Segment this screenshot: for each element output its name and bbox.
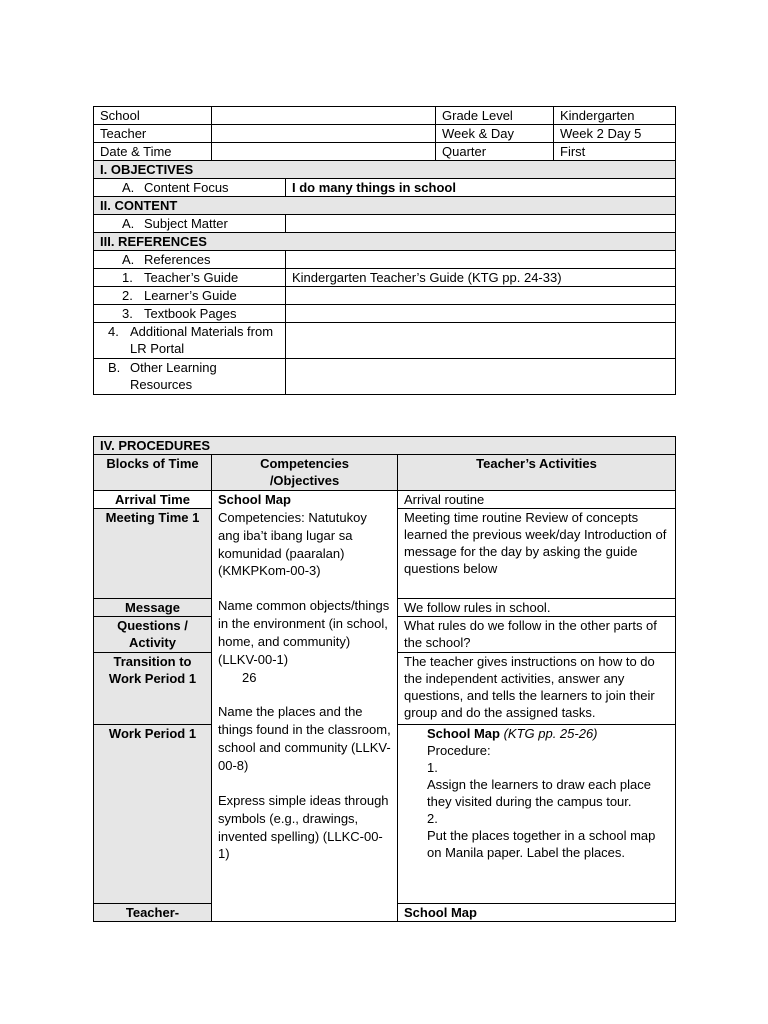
date-time-value — [212, 143, 436, 161]
school-value — [212, 107, 436, 125]
references-label: A. References — [94, 251, 286, 269]
lesson-info-table — [93, 106, 676, 395]
content-focus-value: I do many things in school — [286, 179, 676, 197]
work-title: School Map — [427, 726, 500, 741]
quarter-label: Quarter — [436, 143, 554, 161]
grade-level-value: Kindergarten — [554, 107, 676, 125]
grade-level-label: Grade Level — [436, 107, 554, 125]
competencies-cell — [212, 491, 398, 922]
procedures-table — [93, 436, 676, 922]
teachers-guide-value: Kindergarten Teacher’s Guide (KTG pp. 24-33) — [286, 269, 676, 287]
step-1-number: 1. — [427, 760, 438, 775]
week-day-value: Week 2 Day 5 — [554, 125, 676, 143]
subject-matter-label: A. Subject Matter — [94, 215, 286, 233]
teacher-value — [212, 125, 436, 143]
other-resources-value — [286, 359, 676, 395]
subject-matter-value — [286, 215, 676, 233]
meeting-time-block: Meeting Time 1 — [94, 509, 212, 599]
message-block: Message — [94, 599, 212, 617]
textbook-pages-label: 3. Textbook Pages — [94, 305, 286, 323]
learners-guide-value — [286, 287, 676, 305]
transition-activity: The teacher gives instructions on how to do the independent activities, answer any questions, and tells the learners to join their group and do the assigned tasks. — [398, 653, 676, 725]
work-ref: (KTG pp. 25-26) — [503, 726, 598, 741]
procedure-label: Procedure: — [427, 743, 491, 758]
arrival-time-block: Arrival Time — [94, 491, 212, 509]
teachers-activities-header: Teacher’s Activities — [398, 455, 676, 491]
competencies-heading: School Map — [218, 492, 291, 507]
teacher-activity: School Map — [398, 904, 676, 922]
additional-materials-label: 4. Additional Materials from LR Portal — [94, 323, 286, 359]
learners-guide-label: 2. Learner’s Guide — [94, 287, 286, 305]
content-focus-label: A. Content Focus — [94, 179, 286, 197]
competency-2: Name common objects/things in the environment (in school, home, and community) (LLKV-00-1) — [218, 598, 390, 667]
step-2-number: 2. — [427, 811, 438, 826]
additional-materials-value — [286, 323, 676, 359]
school-label: School — [94, 107, 212, 125]
teachers-guide-label: 1. Teacher’s Guide — [94, 269, 286, 287]
meeting-activity: Meeting time routine Review of concepts learned the previous week/day Introduction of message for the day by asking the guide questions below — [398, 509, 676, 599]
teacher-label: Teacher — [94, 125, 212, 143]
blocks-of-time-header: Blocks of Time — [94, 455, 212, 491]
procedures-heading: IV. PROCEDURES — [94, 437, 676, 455]
questions-activity: What rules do we follow in the other parts of the school? — [398, 617, 676, 653]
work-period-activity — [398, 725, 676, 904]
date-time-label: Date & Time — [94, 143, 212, 161]
references-heading: III. REFERENCES — [94, 233, 676, 251]
teacher-block: Teacher- — [94, 904, 212, 922]
quarter-value: First — [554, 143, 676, 161]
competency-1: Competencies: Natutukoy ang iba’t ibang lugar sa komunidad (paaralan) (KMKPKom-00-3) — [218, 509, 367, 579]
competencies-header: Competencies /Objectives — [212, 455, 398, 491]
page-number: 26 — [242, 669, 257, 685]
competency-3: Name the places and the things found in the classroom, school and community (LLKV-00-8) — [218, 704, 391, 773]
message-activity: We follow rules in school. — [398, 599, 676, 617]
step-2-text: Put the places together in a school map on Manila paper. Label the places. — [427, 828, 656, 860]
step-1-text: Assign the learners to draw each place they visited during the campus tour. — [427, 777, 652, 809]
questions-activity-block: Questions / Activity — [94, 617, 212, 653]
competency-4: Express simple ideas through symbols (e.g., drawings, invented spelling) (LLKC-00-1) — [218, 792, 389, 862]
objectives-heading: I. OBJECTIVES — [94, 161, 676, 179]
transition-block: Transition to Work Period 1 — [94, 653, 212, 725]
content-heading: II. CONTENT — [94, 197, 676, 215]
textbook-pages-value — [286, 305, 676, 323]
week-day-label: Week & Day — [436, 125, 554, 143]
arrival-activity: Arrival routine — [398, 491, 676, 509]
other-resources-label: B. Other Learning Resources — [94, 359, 286, 395]
work-period-block: Work Period 1 — [94, 725, 212, 904]
references-value — [286, 251, 676, 269]
